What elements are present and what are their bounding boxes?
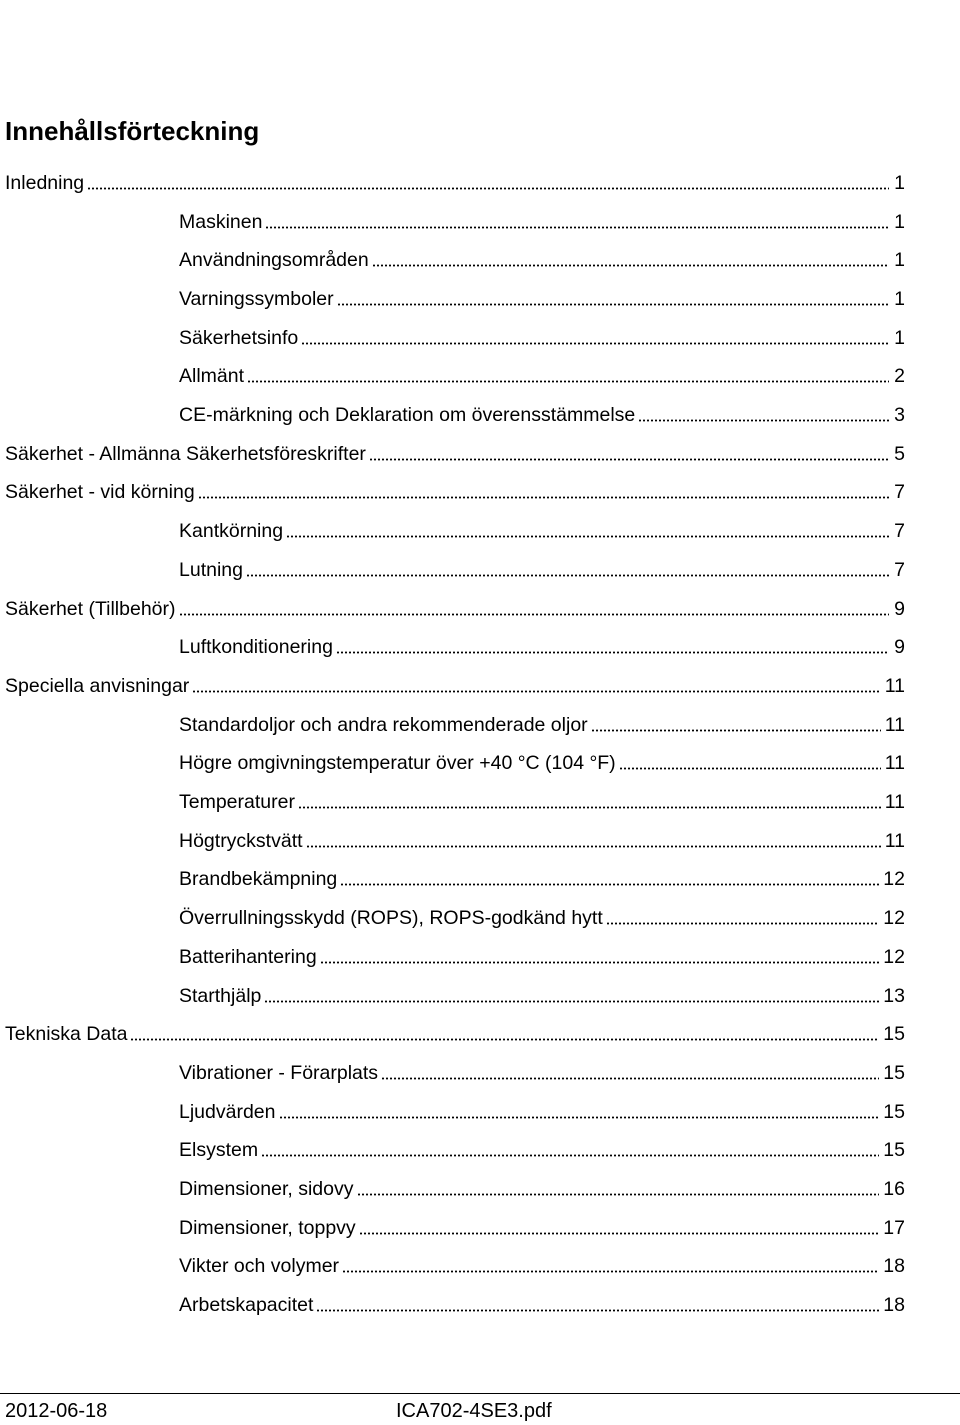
dot-leader [198, 496, 889, 499]
toc-entry-page-number: 17 [883, 1216, 905, 1239]
toc-entry[interactable] [179, 977, 905, 1016]
toc-entry-label: Högre omgivningstemperatur över +40 °C (104 °F) [179, 752, 616, 775]
dot-leader [246, 574, 889, 577]
toc-entry[interactable] [179, 1286, 905, 1325]
dot-leader [247, 380, 889, 383]
dot-leader [265, 226, 889, 229]
dot-leader [638, 419, 889, 422]
toc-entry-page-number: 16 [883, 1178, 905, 1201]
toc-entry-page-number: 11 [884, 713, 905, 736]
dot-leader [179, 613, 889, 616]
toc-entry-page-number: 5 [894, 442, 905, 465]
toc-entry-label: Luftkonditionering [179, 636, 333, 659]
toc-entry-label: Kantkörning [179, 520, 284, 543]
toc-entry-label: Lutning [179, 558, 243, 581]
page-title: Innehållsförteckning [5, 116, 260, 146]
toc-entry-page-number: 3 [894, 404, 905, 427]
dot-leader [337, 303, 889, 306]
dot-leader [261, 1154, 879, 1157]
dot-leader [340, 883, 879, 886]
dot-leader [320, 961, 880, 964]
toc-entry[interactable] [179, 358, 905, 397]
toc-entry[interactable] [179, 203, 905, 242]
toc-entry[interactable] [179, 899, 905, 938]
toc-entry-page-number: 11 [884, 674, 905, 697]
dot-leader [342, 1270, 879, 1273]
toc-entry-label: Säkerhet (Tillbehör) [5, 597, 176, 620]
toc-entry[interactable] [179, 822, 905, 861]
toc-entry-label: Speciella anvisningar [5, 674, 190, 697]
toc-entry-label: Varningssymboler [179, 287, 334, 310]
footer-divider [0, 1393, 960, 1394]
toc-entry-label: Elsystem [179, 1139, 259, 1162]
toc-entry-page-number: 7 [894, 481, 905, 504]
toc-entry[interactable] [179, 628, 905, 667]
toc-entry[interactable] [179, 1170, 905, 1209]
toc-entry-page-number: 15 [883, 1061, 905, 1084]
toc-entry-page-number: 9 [894, 597, 905, 620]
dot-leader [286, 535, 889, 538]
toc-entry-page-number: 11 [884, 829, 905, 852]
toc-entry-page-number: 11 [884, 791, 905, 814]
toc-entry-page-number: 1 [894, 171, 905, 194]
toc-entry[interactable] [179, 938, 905, 977]
toc-entry-page-number: 15 [883, 1023, 905, 1046]
toc-entry-page-number: 15 [883, 1139, 905, 1162]
toc-entry-label: Dimensioner, toppvy [179, 1216, 356, 1239]
footer-date: 2012-06-18 [5, 1400, 108, 1422]
toc-entry-page-number: 18 [883, 1294, 905, 1317]
toc-entry-label: Allmänt [179, 365, 245, 388]
dot-leader [264, 1000, 879, 1003]
toc-entry[interactable] [179, 1209, 905, 1248]
toc-entry[interactable] [179, 551, 905, 590]
toc-entry-label: Standardoljor och andra rekommenderade oljor [179, 713, 588, 736]
dot-leader [369, 458, 889, 461]
dot-leader [316, 1309, 879, 1312]
dot-leader [192, 690, 880, 693]
toc-entry[interactable] [179, 512, 905, 551]
toc-entry-label: Vikter och volymer [179, 1255, 340, 1278]
toc-entry-label: Batterihantering [179, 945, 317, 968]
toc-entry[interactable] [179, 745, 905, 784]
toc-entry-page-number: 9 [894, 636, 905, 659]
toc-entry-label: CE-märkning och Deklaration om överensstämmelse [179, 404, 636, 427]
toc-entry[interactable] [179, 241, 905, 280]
toc-entry-page-number: 7 [894, 558, 905, 581]
toc-entry-page-number: 1 [894, 326, 905, 349]
toc-entry-page-number: 15 [883, 1100, 905, 1123]
toc-entry-page-number: 7 [894, 520, 905, 543]
dot-leader [359, 1232, 880, 1235]
toc-entry-label: Temperaturer [179, 791, 295, 814]
toc-entry[interactable] [5, 590, 905, 629]
dot-leader [130, 1038, 879, 1041]
toc-entry-label: Högtryckstvätt [179, 829, 303, 852]
footer-document-name: ICA702-4SE3.pdf [396, 1400, 552, 1422]
toc-entry-label: Användningsområden [179, 249, 369, 272]
toc-entry[interactable] [179, 783, 905, 822]
toc-entry[interactable] [179, 396, 905, 435]
dot-leader [619, 767, 881, 770]
toc-entry-label: Vibrationer - Förarplats [179, 1061, 379, 1084]
dot-leader [372, 264, 889, 267]
toc-entry-page-number: 12 [883, 907, 905, 930]
toc-entry-label: Brandbekämpning [179, 868, 338, 891]
toc-entry-page-number: 1 [894, 249, 905, 272]
toc-entry-label: Inledning [5, 171, 85, 194]
toc-entry-page-number: 11 [884, 752, 905, 775]
dot-leader [87, 187, 889, 190]
toc-entry-label: Säkerhet - vid körning [5, 481, 195, 504]
dot-leader [306, 845, 881, 848]
toc-entry[interactable] [179, 1248, 905, 1287]
dot-leader [381, 1077, 879, 1080]
toc-entry[interactable] [179, 706, 905, 745]
dot-leader [279, 1116, 880, 1119]
toc-entry-label: Starthjälp [179, 984, 262, 1007]
toc-entry-label: Maskinen [179, 210, 263, 233]
toc-entry-label: Säkerhet - Allmänna Säkerhetsföreskrifter [5, 442, 366, 465]
toc-entry-page-number: 2 [894, 365, 905, 388]
toc-entry[interactable] [179, 1132, 905, 1171]
toc-entry[interactable] [179, 861, 905, 900]
toc-entry[interactable] [5, 667, 905, 706]
dot-leader [606, 922, 880, 925]
toc-entry[interactable] [5, 164, 905, 203]
toc-entry[interactable] [179, 280, 905, 319]
toc-entry[interactable] [179, 319, 905, 358]
toc-entry-page-number: 13 [883, 984, 905, 1007]
toc-entry[interactable] [5, 1015, 905, 1054]
toc-entry[interactable] [179, 1054, 905, 1093]
toc-entry-page-number: 1 [894, 287, 905, 310]
toc-entry-page-number: 1 [894, 210, 905, 233]
toc-entry-page-number: 18 [883, 1255, 905, 1278]
toc-entry-label: Dimensioner, sidovy [179, 1178, 354, 1201]
dot-leader [591, 729, 881, 732]
toc-entry-label: Arbetskapacitet [179, 1294, 314, 1317]
toc-entry[interactable] [179, 1093, 905, 1132]
toc-entry-label: Säkerhetsinfo [179, 326, 299, 349]
toc-entry-page-number: 12 [883, 945, 905, 968]
toc-entry[interactable] [5, 435, 905, 474]
toc-entry-label: Ljudvärden [179, 1100, 276, 1123]
dot-leader [301, 342, 889, 345]
toc-entry-page-number: 12 [883, 868, 905, 891]
toc-entry[interactable] [5, 474, 905, 513]
dot-leader [357, 1193, 880, 1196]
toc-entry-label: Överrullningsskydd (ROPS), ROPS-godkänd hytt [179, 907, 603, 930]
dot-leader [336, 651, 889, 654]
toc-entry-label: Tekniska Data [5, 1023, 128, 1046]
dot-leader [298, 806, 881, 809]
